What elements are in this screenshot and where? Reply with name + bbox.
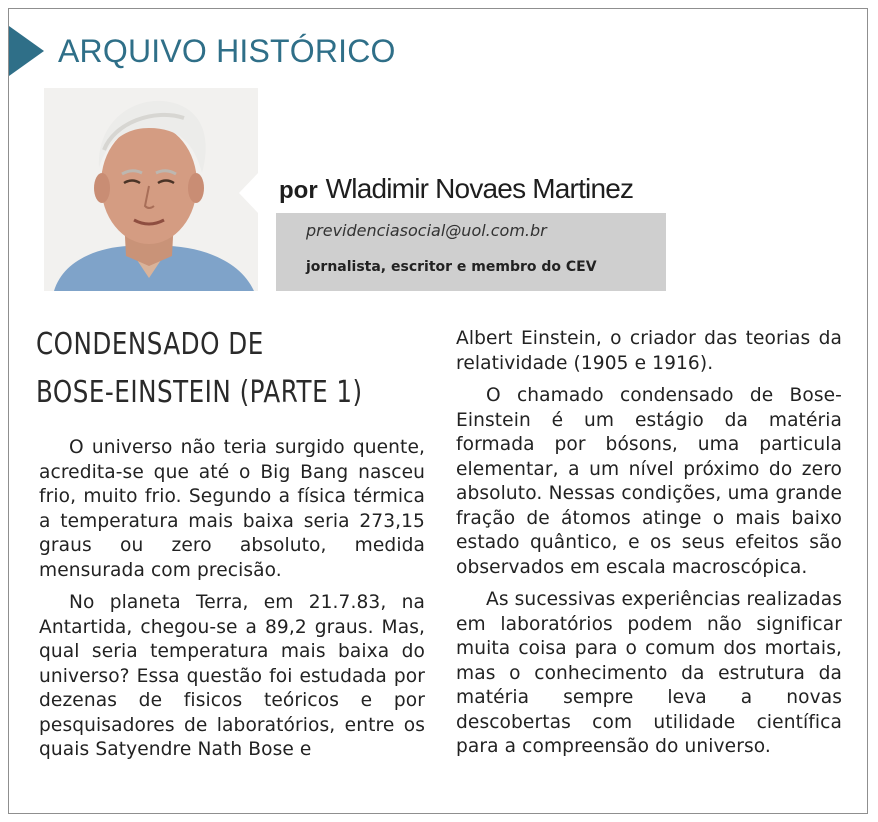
article-column-2 (456, 327, 842, 768)
paragraph: O chamado condensado de Bose-Einstein é um estágio da matéria formada por bósons, uma particula elementar, a um nível próximo do zero absoluto. Nessas condições, uma grande fração de átomos atinge o mais baixo estado quântico, e os seus efeitos são observados em escala macroscópica. (456, 385, 842, 578)
byline-prefix: por (279, 177, 318, 204)
paragraph: No planeta Terra, em 21.7.83, na Antartida, chegou-se a 89,2 graus. Mas, qual seria temperatura mais baixa do universo? Essa questão foi estudada por dezenas de fisicos teóricos e por pesquisadores de laboratórios, entre os quais Satyendre Nath Bose e (39, 592, 425, 760)
article-column-1 (39, 436, 425, 771)
section-title: ARQUIVO HISTÓRICO (58, 33, 396, 69)
paragraph: As sucessivas experiências realizadas em laboratórios podem não significar muita coisa para o comum dos mortais, mas o conhecimento da estrutura da matéria sempre leva a novas descobertas com utilidade científica para a compreensão do universo. (456, 589, 842, 757)
author-photo (44, 88, 258, 291)
author-name: Wladimir Novaes Martinez (325, 173, 634, 204)
author-email: previdenciasocial@uol.com.br (306, 221, 547, 240)
paragraph: Albert Einstein, o criador das teorias da relatividade (1905 e 1916). (456, 328, 842, 374)
article-frame (8, 8, 868, 814)
headline-line-1: CONDENSADO DE (36, 327, 264, 362)
author-role: jornalista, escritor e membro do CEV (306, 259, 597, 275)
author-info-box (276, 213, 666, 291)
author-byline (279, 173, 633, 205)
photo-notch (239, 172, 259, 214)
article-headline (36, 321, 364, 417)
headline-line-2: BOSE-EINSTEIN (PARTE 1) (36, 375, 363, 410)
section-arrow-icon (9, 26, 44, 76)
paragraph: O universo não teria surgido quente, acredita-se que até o Big Bang nasceu frio, muito frio. Segundo a física térmica a temperatura mais baixa seria 273,15 graus ou zero absoluto, medida mensurada com precisão. (39, 437, 425, 581)
